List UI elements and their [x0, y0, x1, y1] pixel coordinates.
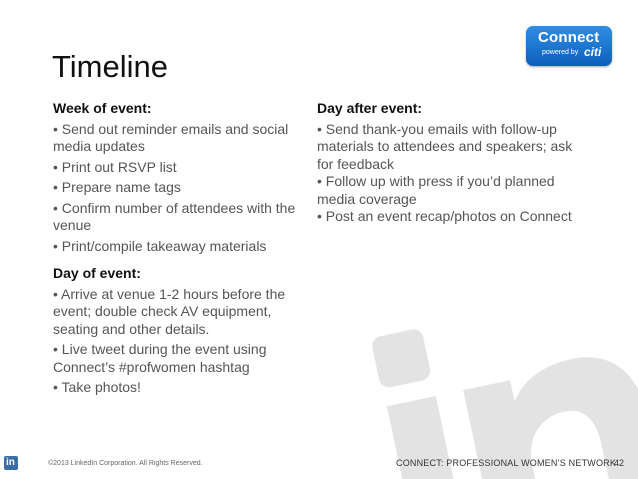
- list-item: • Confirm number of attendees with the venue: [53, 199, 296, 233]
- left-column: [53, 100, 303, 400]
- list-item: • Print out RSVP list: [53, 158, 177, 175]
- page-number: 42: [614, 458, 625, 468]
- section-week-of-event: [53, 100, 303, 255]
- list-item: • Arrive at venue 1-2 hours before the event; double check AV equipment, seating and other details.: [53, 285, 286, 337]
- connect-badge: [526, 26, 612, 66]
- list-item: • Print/compile takeaway materials: [53, 237, 267, 254]
- list-item: • Prepare name tags: [53, 179, 181, 195]
- linkedin-icon: [4, 456, 18, 470]
- list-item: • Follow up with press if you’d planned media coverage: [317, 173, 555, 207]
- list-item: • Send thank-you emails with follow-up materials to attendees and speakers; ask for feedback: [317, 120, 573, 172]
- badge-title: Connect: [538, 29, 600, 46]
- section-heading: Week of event:: [53, 100, 152, 116]
- badge-brand: citi: [584, 45, 602, 59]
- list-item: • Send out reminder emails and social media updates: [53, 120, 289, 154]
- right-column: [317, 100, 587, 226]
- section-day-of-event: [53, 265, 303, 397]
- network-label: CONNECT: PROFESSIONAL WOMEN’S NETWORK: [396, 458, 617, 468]
- list-item: • Take photos!: [53, 379, 141, 395]
- badge-subtitle: powered by: [542, 49, 579, 56]
- linkedin-watermark-icon: [360, 240, 638, 479]
- section-heading: Day of event:: [53, 265, 141, 281]
- linkedin-icon-label: in: [6, 457, 15, 468]
- list-item: • Live tweet during the event using Connect’s #profwomen hashtag: [53, 341, 267, 375]
- list-item: • Post an event recap/photos on Connect: [317, 208, 572, 224]
- page-title: Timeline: [52, 49, 168, 84]
- copyright-text: ©2013 LinkedIn Corporation. All Rights Reserved.: [48, 460, 203, 467]
- section-heading: Day after event:: [317, 100, 423, 116]
